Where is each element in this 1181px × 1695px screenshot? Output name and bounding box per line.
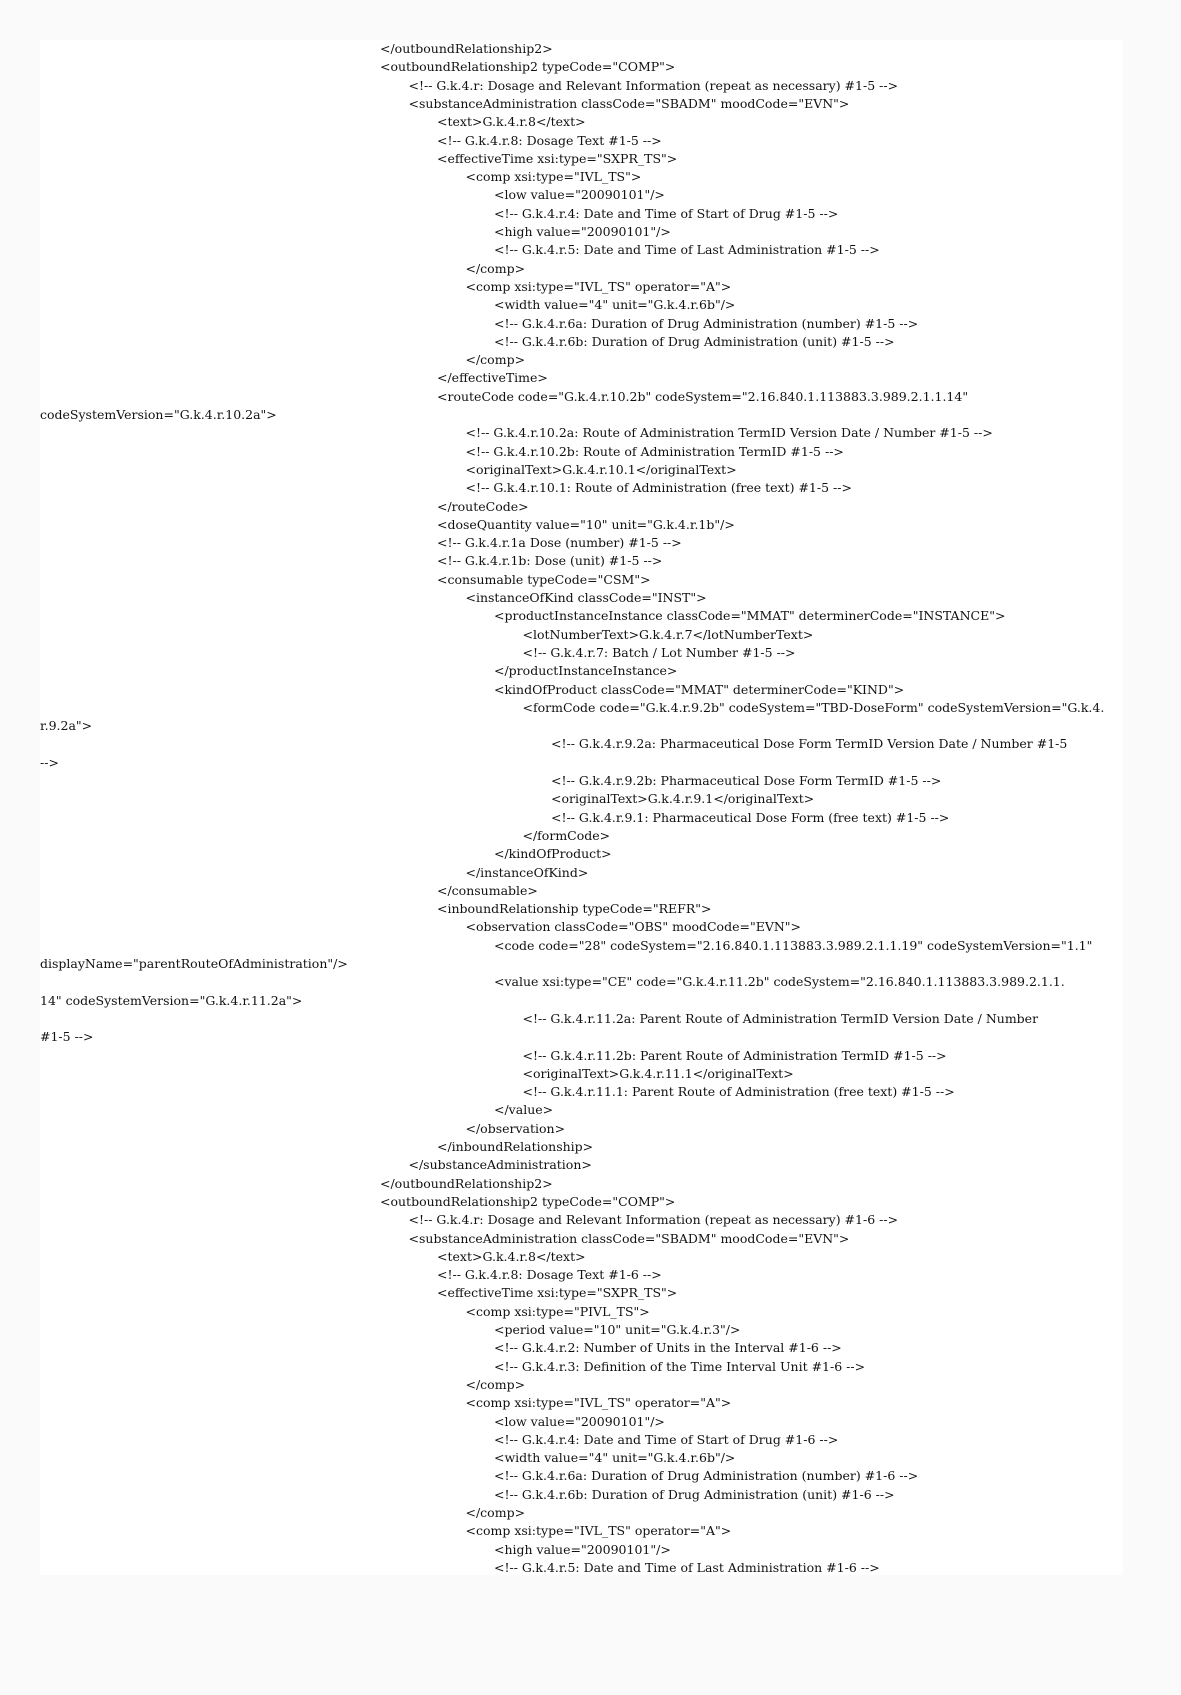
code-line: <!-- G.k.4.r.10.2a: Route of Administration TermID Version Date / Number #1-5 --> (465, 425, 993, 441)
code-line: <!-- G.k.4.r.4: Date and Time of Start of Drug #1-6 --> (494, 1431, 839, 1447)
code-line: 14" codeSystemVersion="G.k.4.r.11.2a"> (40, 992, 303, 1008)
code-line: <!-- G.k.4.r.8: Dosage Text #1-6 --> (437, 1267, 662, 1283)
code-line: </effectiveTime> (437, 370, 548, 386)
code-line: <!-- G.k.4.r.1a Dose (number) #1-5 --> (437, 535, 682, 551)
code-line: </substanceAdministration> (408, 1157, 592, 1173)
code-line: <!-- G.k.4.r.9.2a: Pharmaceutical Dose Form TermID Version Date / Number #1-5 (551, 736, 1068, 752)
code-line: </comp> (465, 260, 526, 276)
code-line: <kindOfProduct classCode="MMAT" determinerCode="KIND"> (494, 681, 905, 697)
code-line: </outboundRelationship2> (380, 41, 553, 56)
code-line: <!-- G.k.4.r.6a: Duration of Drug Administration (number) #1-6 --> (494, 1468, 919, 1484)
code-line: <high value="20090101"/> (494, 224, 671, 239)
code-line: </formCode> (522, 827, 611, 843)
code-line: <productInstanceInstance classCode="MMAT" determinerCode="INSTANCE"> (494, 608, 1006, 624)
code-line: <low value="20090101"/> (494, 187, 665, 203)
code-line: <code code="28" codeSystem="2.16.840.1.113883.3.989.2.1.1.19" codeSystemVersion="1.1" (494, 937, 1093, 953)
code-line: <!-- G.k.4.r.7: Batch / Lot Number #1-5 --> (522, 644, 796, 660)
code-line: <!-- G.k.4.r.3: Definition of the Time Interval Unit #1-6 --> (494, 1358, 866, 1374)
code-line: <outboundRelationship2 typeCode="COMP"> (380, 1193, 676, 1209)
code-line: <!-- G.k.4.r.9.1: Pharmaceutical Dose Form (free text) #1-5 --> (551, 809, 950, 825)
code-line: displayName="parentRouteOfAdministration"/> (40, 956, 348, 971)
code-line: <inboundRelationship typeCode="REFR"> (437, 901, 712, 917)
code-line: <!-- G.k.4.r: Dosage and Relevant Information (repeat as necessary) #1-6 --> (408, 1212, 899, 1228)
code-line: <!-- G.k.4.r.10.1: Route of Administration (free text) #1-5 --> (465, 480, 852, 496)
code-line: </inboundRelationship> (437, 1139, 594, 1154)
code-line: </productInstanceInstance> (494, 663, 678, 679)
code-line: <!-- G.k.4.r: Dosage and Relevant Information (repeat as necessary) #1-5 --> (408, 77, 899, 93)
code-line: </value> (494, 1102, 554, 1118)
code-line: </comp> (465, 1376, 526, 1392)
document-page (40, 40, 1123, 1575)
code-line: <!-- G.k.4.r.9.2b: Pharmaceutical Dose Form TermID #1-5 --> (551, 773, 942, 788)
code-line: <effectiveTime xsi:type="SXPR_TS"> (437, 1285, 678, 1301)
code-line: </instanceOfKind> (465, 864, 589, 880)
code-line: <!-- G.k.4.r.6a: Duration of Drug Administration (number) #1-5 --> (494, 315, 919, 331)
code-line: <comp xsi:type="IVL_TS" operator="A"> (465, 1395, 732, 1411)
code-line: <originalText>G.k.4.r.9.1</originalText> (551, 791, 815, 807)
code-line: </comp> (465, 352, 526, 368)
code-line: </comp> (465, 1505, 526, 1520)
code-line: <!-- G.k.4.r.6b: Duration of Drug Administration (unit) #1-5 --> (494, 333, 895, 349)
code-line: --> (40, 754, 59, 770)
code-line: <effectiveTime xsi:type="SXPR_TS"> (437, 150, 678, 166)
code-line: <routeCode code="G.k.4.r.10.2b" codeSystem="2.16.840.1.113883.3.989.2.1.1.14" (437, 388, 969, 404)
code-line: #1-5 --> (40, 1029, 94, 1045)
code-line: r.9.2a"> (40, 718, 93, 734)
code-line: <outboundRelationship2 typeCode="COMP"> (380, 59, 676, 75)
code-line: <instanceOfKind classCode="INST"> (465, 590, 707, 605)
code-line: <!-- G.k.4.r.8: Dosage Text #1-5 --> (437, 132, 662, 148)
code-line: <doseQuantity value="10" unit="G.k.4.r.1b"/> (437, 516, 735, 532)
code-line: <!-- G.k.4.r.5: Date and Time of Last Administration #1-6 --> (494, 1559, 880, 1575)
code-line: <text>G.k.4.r.8</text> (437, 1248, 586, 1264)
code-line: <value xsi:type="CE" code="G.k.4.r.11.2b" codeSystem="2.16.840.1.113883.3.989.2.1.1. (494, 974, 1065, 990)
code-line: <width value="4" unit="G.k.4.r.6b"/> (494, 297, 736, 313)
code-line: <originalText>G.k.4.r.11.1</originalText> (522, 1065, 794, 1081)
code-line: <!-- G.k.4.r.11.2b: Parent Route of Administration TermID #1-5 --> (522, 1047, 947, 1063)
code-line: <!-- G.k.4.r.5: Date and Time of Last Administration #1-5 --> (494, 242, 880, 258)
code-line: <!-- G.k.4.r.1b: Dose (unit) #1-5 --> (437, 553, 663, 569)
code-line: <high value="20090101"/> (494, 1541, 671, 1557)
code-line: <substanceAdministration classCode="SBADM" moodCode="EVN"> (408, 95, 850, 111)
code-line: <observation classCode="OBS" moodCode="EVN"> (465, 919, 802, 935)
code-line: <!-- G.k.4.r.2: Number of Units in the Interval #1-6 --> (494, 1340, 842, 1356)
code-line: <originalText>G.k.4.r.10.1</originalText> (465, 461, 737, 477)
code-line: <!-- G.k.4.r.6b: Duration of Drug Administration (unit) #1-6 --> (494, 1486, 895, 1502)
code-line: <low value="20090101"/> (494, 1413, 665, 1429)
code-line: <substanceAdministration classCode="SBADM" moodCode="EVN"> (408, 1230, 850, 1246)
code-line: codeSystemVersion="G.k.4.r.10.2a"> (40, 407, 277, 422)
code-line: <!-- G.k.4.r.4: Date and Time of Start of Drug #1-5 --> (494, 205, 839, 221)
code-line: <!-- G.k.4.r.10.2b: Route of Administration TermID #1-5 --> (465, 443, 844, 459)
code-line: </kindOfProduct> (494, 846, 612, 862)
code-line: <comp xsi:type="IVL_TS" operator="A"> (465, 278, 732, 294)
code-line: <comp xsi:type="IVL_TS" operator="A"> (465, 1523, 732, 1539)
code-line: <width value="4" unit="G.k.4.r.6b"/> (494, 1450, 736, 1466)
code-line: <comp xsi:type="IVL_TS"> (465, 169, 642, 185)
code-line: <formCode code="G.k.4.r.9.2b" codeSystem="TBD-DoseForm" codeSystemVersion="G.k.4. (522, 699, 1105, 715)
code-line: <!-- G.k.4.r.11.2a: Parent Route of Administration TermID Version Date / Number (522, 1010, 1039, 1026)
code-line: <comp xsi:type="PIVL_TS"> (465, 1303, 650, 1319)
xml-code-listing (40, 40, 1123, 1575)
code-line: </outboundRelationship2> (380, 1175, 553, 1191)
code-line: <consumable typeCode="CSM"> (437, 571, 651, 587)
code-line: <lotNumberText>G.k.4.r.7</lotNumberText> (522, 626, 814, 642)
code-line: <period value="10" unit="G.k.4.r.3"/> (494, 1322, 741, 1337)
code-line: </consumable> (437, 882, 538, 898)
code-line: <!-- G.k.4.r.11.1: Parent Route of Administration (free text) #1-5 --> (522, 1084, 955, 1100)
code-line: </routeCode> (437, 498, 529, 514)
code-line: </observation> (465, 1120, 566, 1136)
code-line: <text>G.k.4.r.8</text> (437, 114, 586, 130)
